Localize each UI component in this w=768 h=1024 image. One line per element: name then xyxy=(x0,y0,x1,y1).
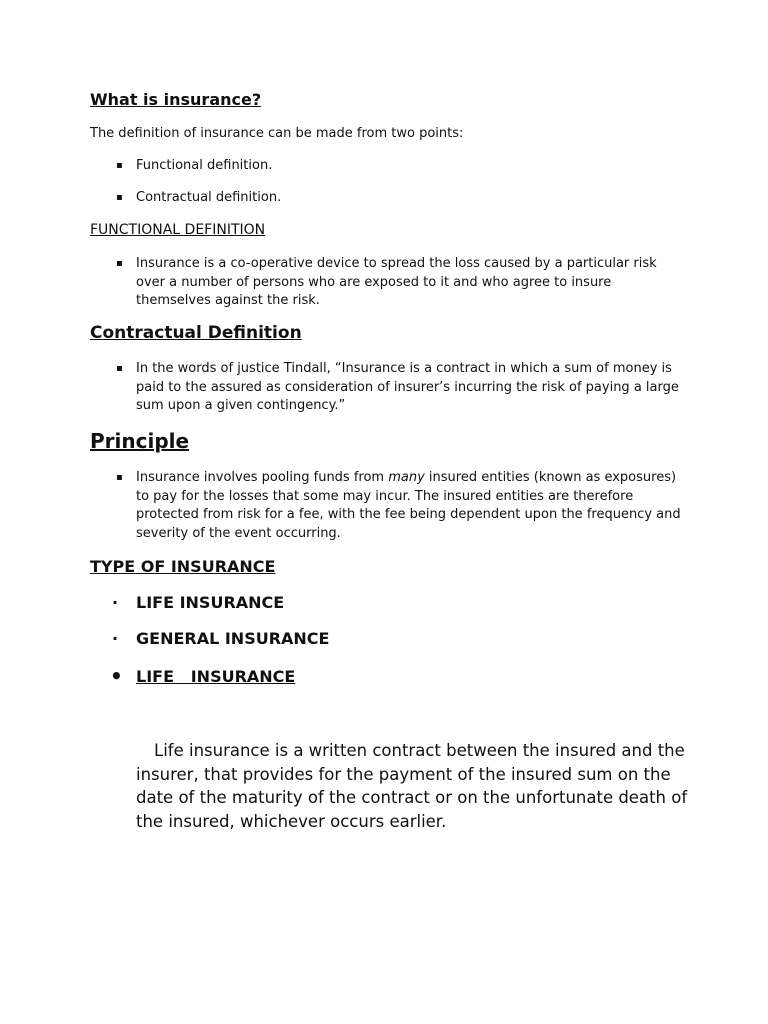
list-item-text: Functional definition. xyxy=(136,158,273,173)
square-bullet-icon: ▪ xyxy=(116,258,123,269)
list-item-text: In the words of justice Tindall, “Insurance is a contract in which a sum of money is paid to the assured as consideration of insurer’s incurring the risk of paying a large sum upon a given contingency.” xyxy=(136,361,679,413)
heading-functional-definition: FUNCTIONAL DEFINITION xyxy=(90,222,266,238)
text-segment: Insurance involves pooling funds from xyxy=(136,470,389,485)
list-item-text: GENERAL INSURANCE xyxy=(136,629,330,648)
square-bullet-icon: ▪ xyxy=(116,363,123,374)
heading-what-is-insurance: What is insurance? xyxy=(90,90,262,109)
list-item-text: LIFE INSURANCE xyxy=(136,593,285,612)
list-item xyxy=(116,360,686,416)
dot-bullet-icon: · xyxy=(112,629,119,648)
emphasis-text: many xyxy=(388,470,425,485)
list-item xyxy=(112,629,329,648)
text-segment: insured entities (known as exposures) to pay for the losses that some may incur. The insured entities are therefore protected from risk for a fee, with the fee being dependent upon the frequency and severity of the event occurring. xyxy=(136,470,681,541)
life-insurance-paragraph: Life insurance is a written contract between the insured and the insurer, that provides for the payment of the insured sum on the date of the maturity of the contract or on the unfortunate death of the insured, whichever occurs earlier. xyxy=(136,741,688,831)
dot-bullet-icon: · xyxy=(112,593,119,612)
square-bullet-icon: ▪ xyxy=(116,472,123,483)
square-bullet-icon: ▪ xyxy=(116,192,123,203)
list-item xyxy=(116,189,686,208)
square-bullet-icon: ▪ xyxy=(116,160,123,171)
list-item xyxy=(110,664,296,688)
heading-principle: Principle xyxy=(90,429,190,453)
intro-text: The definition of insurance can be made from two points: xyxy=(90,126,464,141)
heading-contractual-definition: Contractual Definition xyxy=(90,323,302,343)
list-item-text: Insurance is a co-operative device to spread the loss caused by a particular risk over a number of persons who are exposed to it and who agree to insure themselves against the risk. xyxy=(136,256,657,308)
list-item xyxy=(116,157,686,176)
list-item xyxy=(112,593,284,612)
subheading-life-insurance: LIFE INSURANCE xyxy=(136,667,296,686)
list-item-text: Contractual definition. xyxy=(136,190,282,205)
list-item xyxy=(116,469,686,543)
dot-bullet-icon: • xyxy=(110,664,123,688)
heading-type-of-insurance: TYPE OF INSURANCE xyxy=(90,557,276,576)
list-item-text xyxy=(136,469,686,543)
list-item xyxy=(116,255,686,311)
